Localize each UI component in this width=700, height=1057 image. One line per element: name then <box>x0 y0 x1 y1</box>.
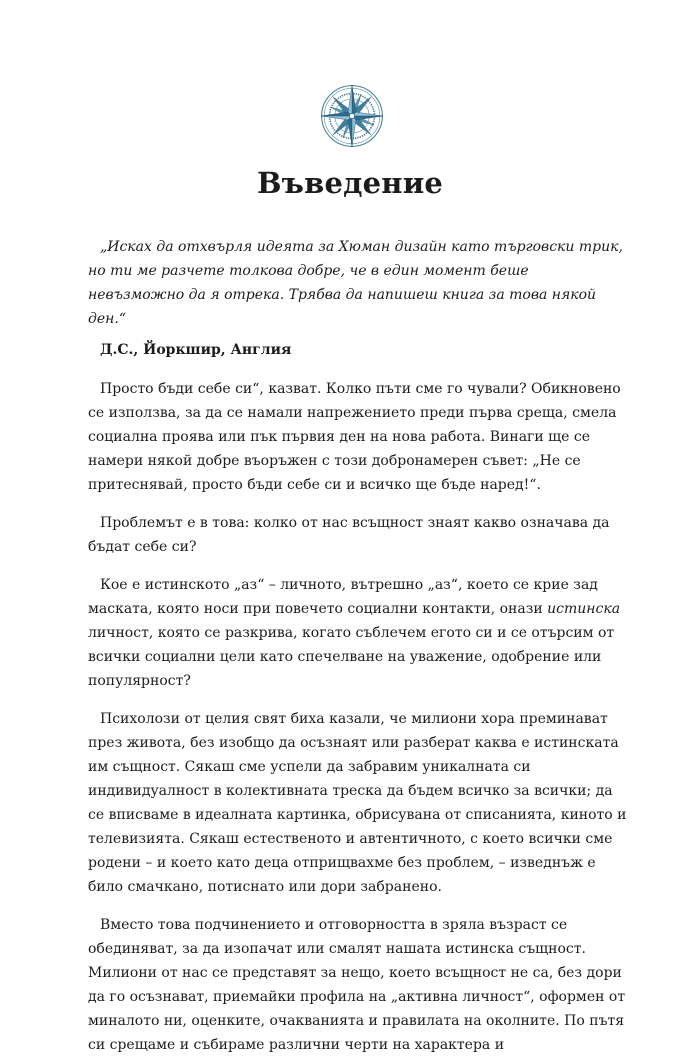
body-text <box>88 235 628 1057</box>
paragraph-3-emphasis: истинска <box>547 601 621 617</box>
page-title: Въведение <box>256 166 444 200</box>
paragraph-2: Проблемът е в това: колко от нас всъщност знаят какво означава да бъдат себе си? <box>88 515 610 555</box>
compass-rose-icon <box>319 83 385 149</box>
epigraph-quote: „Исках да отхвърля идеята за Хюман дизайн като търговски трик, но ти ме разчете толкова добре, че в един момент беше невъзможно да я отрека. Трябва да напишеш книга за това някой ден.“ <box>88 239 623 327</box>
paragraph-3-text-b: личност, която се разкрива, когато съблечем егото си и се отърсим от всички социални цели като спечелване на уважение, одобрение или популярност? <box>88 625 615 689</box>
paragraph-1: Просто бъди себе си“, казват. Колко пъти сме го чували? Обикновено се използва, за да се намали напрежението преди първа среща, смела социална проява или пък първия ден на нова работа. Винаги ще се намери някой добре въоръжен с този добронамерен съвет: „Не се притеснявай, просто бъди себе си и всичко ще бъде наред!“. <box>88 381 621 493</box>
paragraph-5: Вместо това подчинението и отговорността в зряла възраст се обединяват, за да изопачат или смалят нашата истинска същност. Милиони от нас се представят за нещо, което всъщност не са, без дори да го осъзнават, приемайки профила на „активна личност“, оформен от миналото ни, оценките, очакванията и правилата на околните. По пътя си срещаме и събираме различни черти на характера и <box>88 917 626 1053</box>
paragraph-3 <box>88 573 628 693</box>
paragraph-3-text-a: Кое е истинското „аз“ – личното, вътрешно „аз“, което се крие зад маската, която носи при повечето социални контакти, онази <box>88 577 598 617</box>
paragraph-4: Психолози от целия свят биха казали, че милиони хора преминават през живота, без изобщо да осъзнаят или разберат каква е истинската им същност. Сякаш сме успели да забравим уникалната си индивидуалност в колективната треска да бъдем всичко за всички; да се вписваме в идеалната картинка, обрисувана от списанията, киното и телевизията. Сякаш естественото и автентичното, с което всички сме родени – и което като деца отприщвахме без проблем, – изведнъж е било смачкано, потиснато или дори забранено. <box>88 711 627 895</box>
quote-attribution: Д.С., Йоркшир, Англия <box>100 342 292 358</box>
